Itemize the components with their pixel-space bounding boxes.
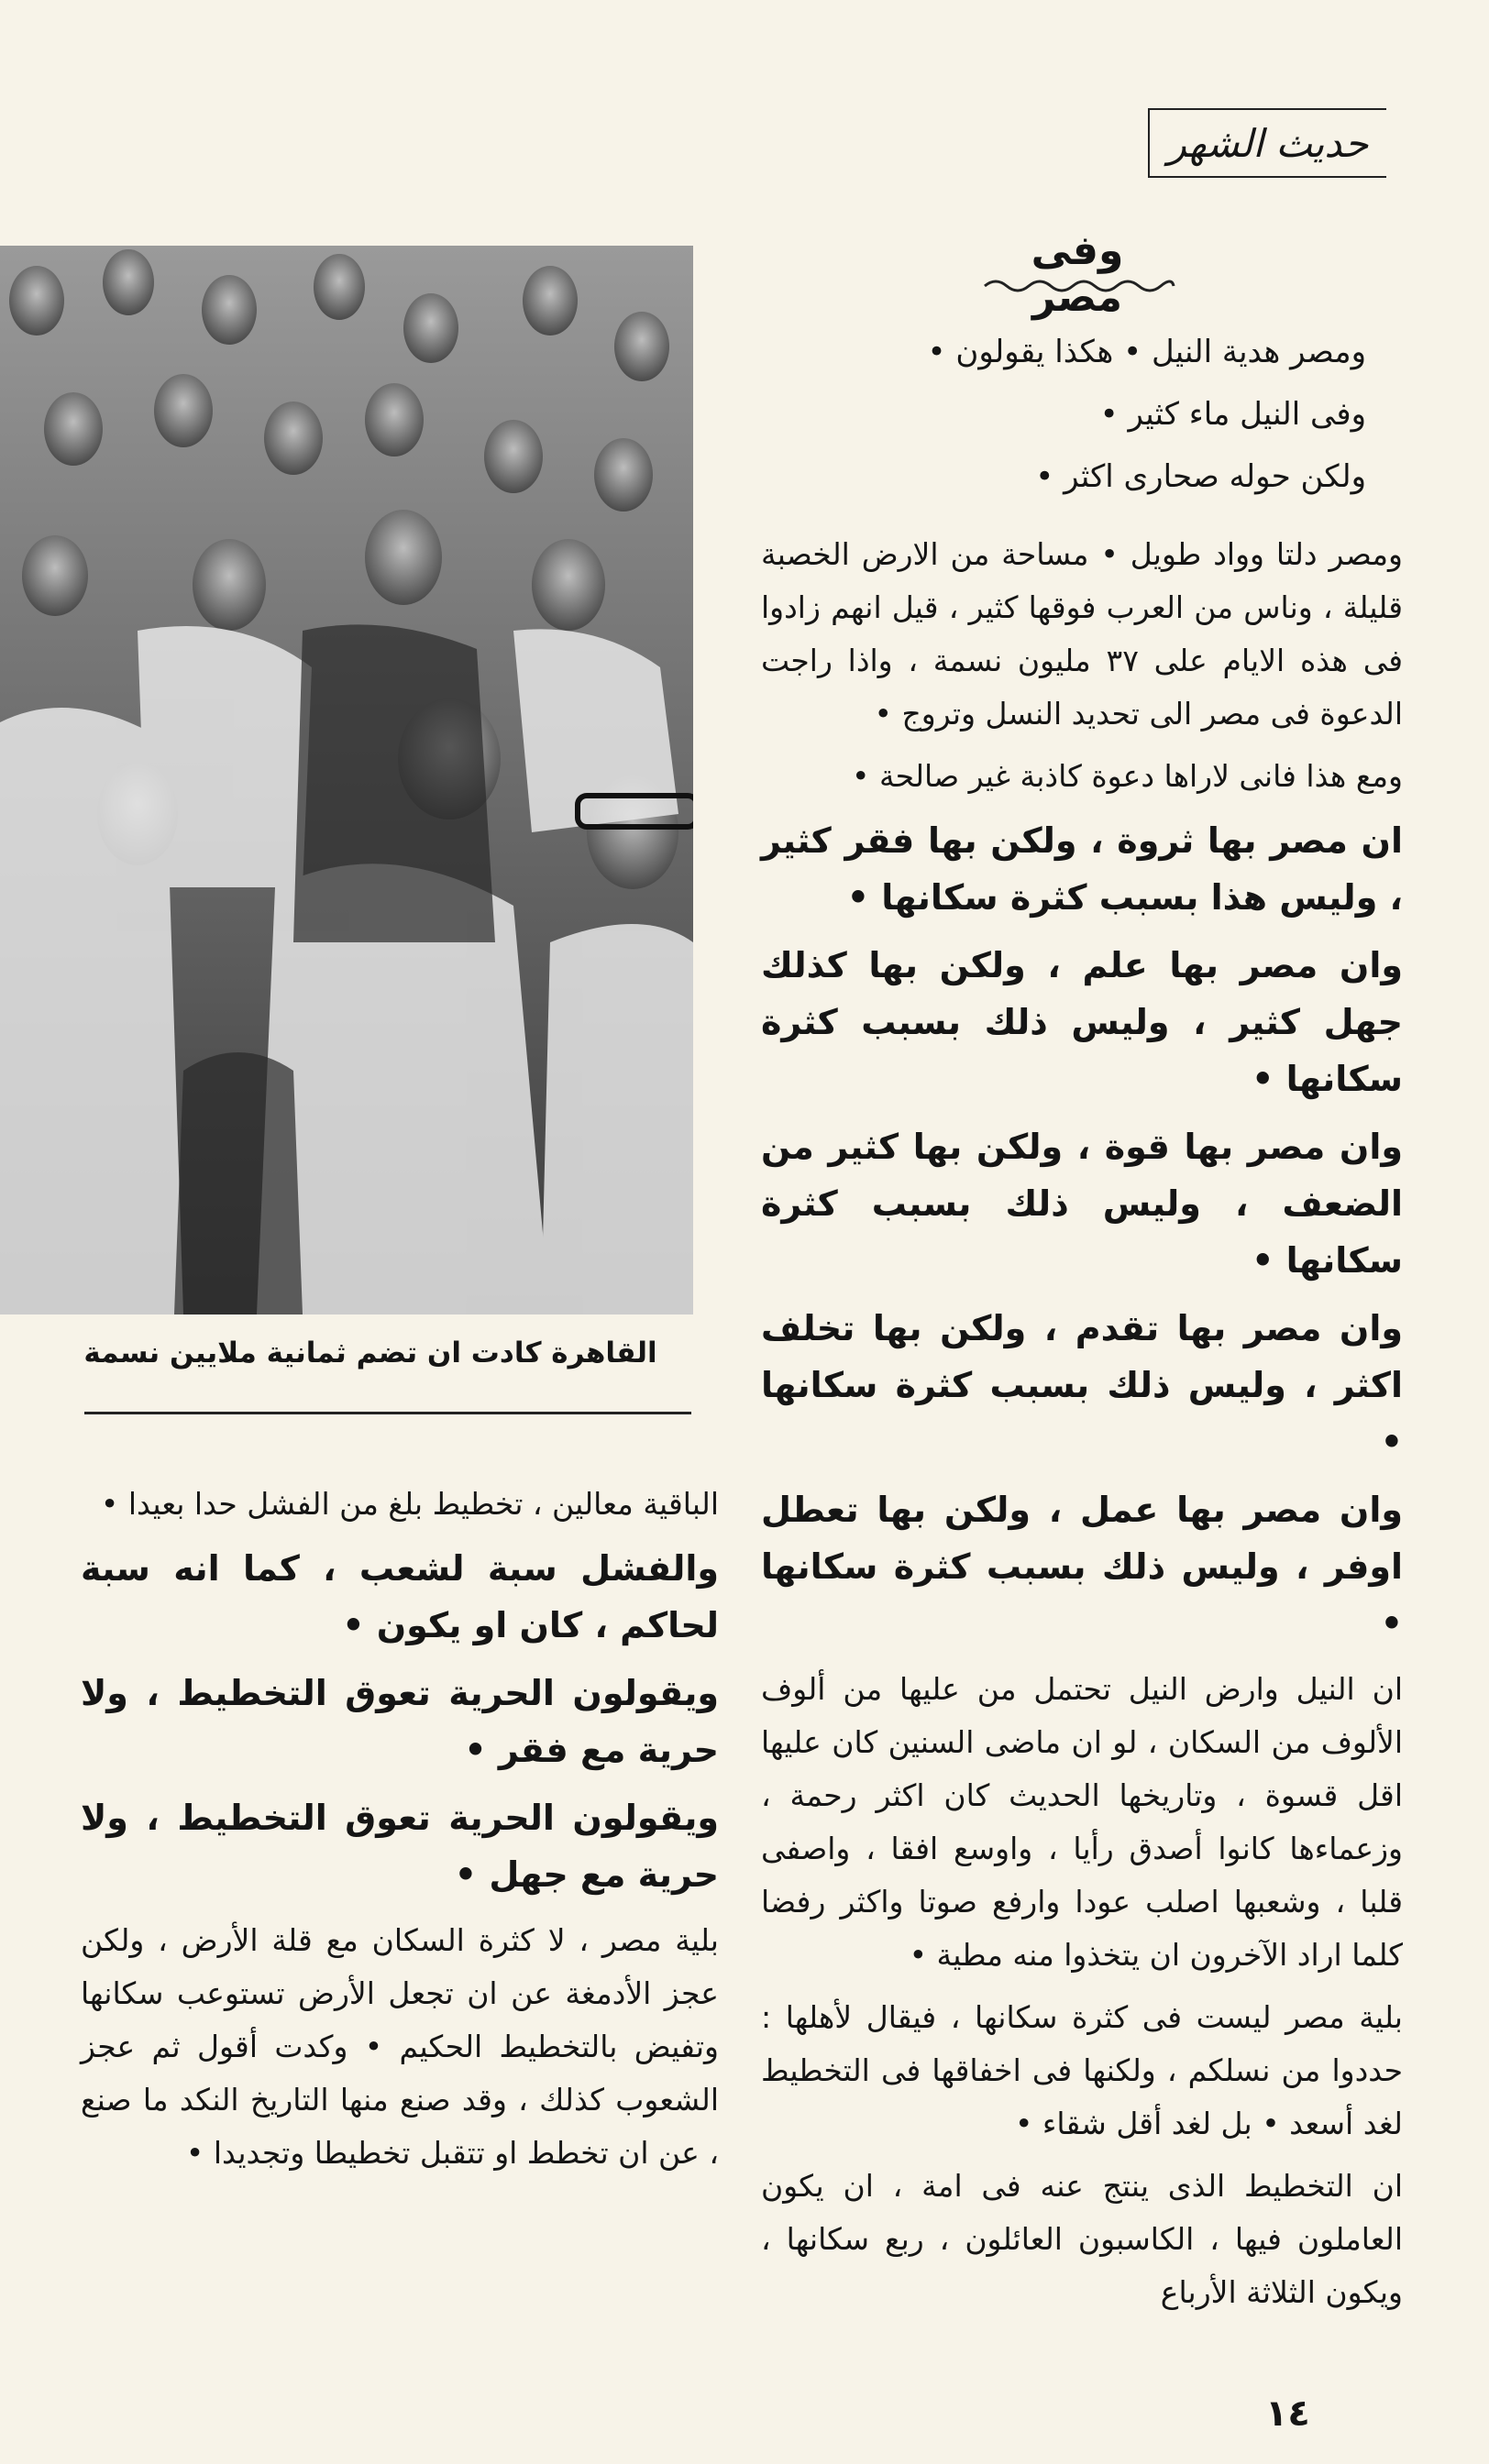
page-number: ١٤ xyxy=(1265,2392,1310,2435)
bold-paragraph: ويقولون الحرية تعوق التخطيط ، ولا حرية مع جهل • xyxy=(81,1798,719,1895)
paragraph: بلية مصر ليست فى كثرة سكانها ، فيقال لأهلها : حددوا من نسلكم ، ولكنها فى اخفاقها فى التخطيط لغد أسعد • بل لغد أقل شقاء • xyxy=(761,1999,1403,2141)
right-column xyxy=(761,528,1403,2328)
intro-line: ولكن حوله صحارى اكثر • xyxy=(1035,458,1366,495)
intro-lines xyxy=(761,321,1403,508)
bold-paragraph: وان مصر بها تقدم ، ولكن بها تخلف اكثر ، وليس ذلك بسبب كثرة سكانها • xyxy=(761,1308,1403,1462)
crowd-photo xyxy=(0,246,693,1314)
paragraph: ان التخطيط الذى ينتج عنه فى امة ، ان يكون العاملون فيها ، الكاسبون العائلون ، ربع سكانها ، ويكون الثلاثة الأرباع xyxy=(761,2168,1403,2310)
section-title: وفى مصر xyxy=(1031,227,1124,321)
paragraph: ومع هذا فانى لاراها دعوة كاذبة غير صالحة • xyxy=(852,758,1403,794)
paragraph: الباقية معالين ، تخطيط بلغ من الفشل حدا بعيدا • xyxy=(100,1486,719,1522)
crowd-photo-image xyxy=(0,246,693,1314)
bold-paragraph: والفشل سبة لشعب ، كما انه سبة لحاكم ، كان او يكون • xyxy=(81,1548,719,1645)
intro-line: ومصر هدية النيل • هكذا يقولون • xyxy=(927,334,1366,370)
section-header-box xyxy=(1148,108,1386,178)
bold-paragraph: وان مصر بها عمل ، ولكن بها تعطل اوفر ، وليس ذلك بسبب كثرة سكانها • xyxy=(761,1490,1403,1644)
paragraph: ان النيل وارض النيل تحتمل من عليها من ألوف الألوف من السكان ، لو ان ماضى السنين كان عليها اقل قسوة ، وتاريخها الحديث كان اكثر رحمة ، وزعماءها كانوا أصدق رأيا ، واوسع افقا ، واصفى قلبا ، وشعبها اصلب عودا وارفع صوتا واكثر رفضا كلما اراد الآخرون ان يتخذوا منه مطية • xyxy=(761,1671,1403,1973)
intro-line: وفى النيل ماء كثير • xyxy=(1099,396,1366,433)
section-header-label: حديث الشهر xyxy=(1167,120,1369,166)
bold-paragraph: ويقولون الحرية تعوق التخطيط ، ولا حرية مع فقر • xyxy=(81,1673,719,1770)
title-underline-ornament xyxy=(983,275,1175,297)
left-column xyxy=(81,1478,719,2189)
paragraph: بلية مصر ، لا كثرة السكان مع قلة الأرض ، ولكن عجز الأدمغة عن ان تجعل الأرض تستوعب سكانها وتفيض بالتخطيط الحكيم • وكدت أقول ثم عجز الشعوب كذلك ، وقد صنع منها التاريخ النكد ما صنع ، عن ان تخطط او تتقبل تخطيطا وتجديدا • xyxy=(81,1922,719,2171)
caption-divider xyxy=(84,1412,691,1414)
photo-caption: القاهرة كادت ان تضم ثمانية ملايين نسمة xyxy=(83,1336,657,1370)
paragraph: ومصر دلتا وواد طويل • مساحة من الارض الخصبة قليلة ، وناس من العرب فوقها كثير ، قيل انهم زادوا فى هذه الايام على ٣٧ مليون نسمة ، واذا راجت الدعوة فى مصر الى تحديد النسل وتروج • xyxy=(761,536,1403,732)
bold-paragraph: ان مصر بها ثروة ، ولكن بها فقر كثير ، وليس هذا بسبب كثرة سكانها • xyxy=(761,820,1403,918)
bold-paragraph: وان مصر بها قوة ، ولكن بها كثير من الضعف ، وليس ذلك بسبب كثرة سكانها • xyxy=(761,1127,1403,1281)
bold-paragraph: وان مصر بها علم ، ولكن بها كذلك جهل كثير ، وليس ذلك بسبب كثرة سكانها • xyxy=(761,945,1403,1099)
